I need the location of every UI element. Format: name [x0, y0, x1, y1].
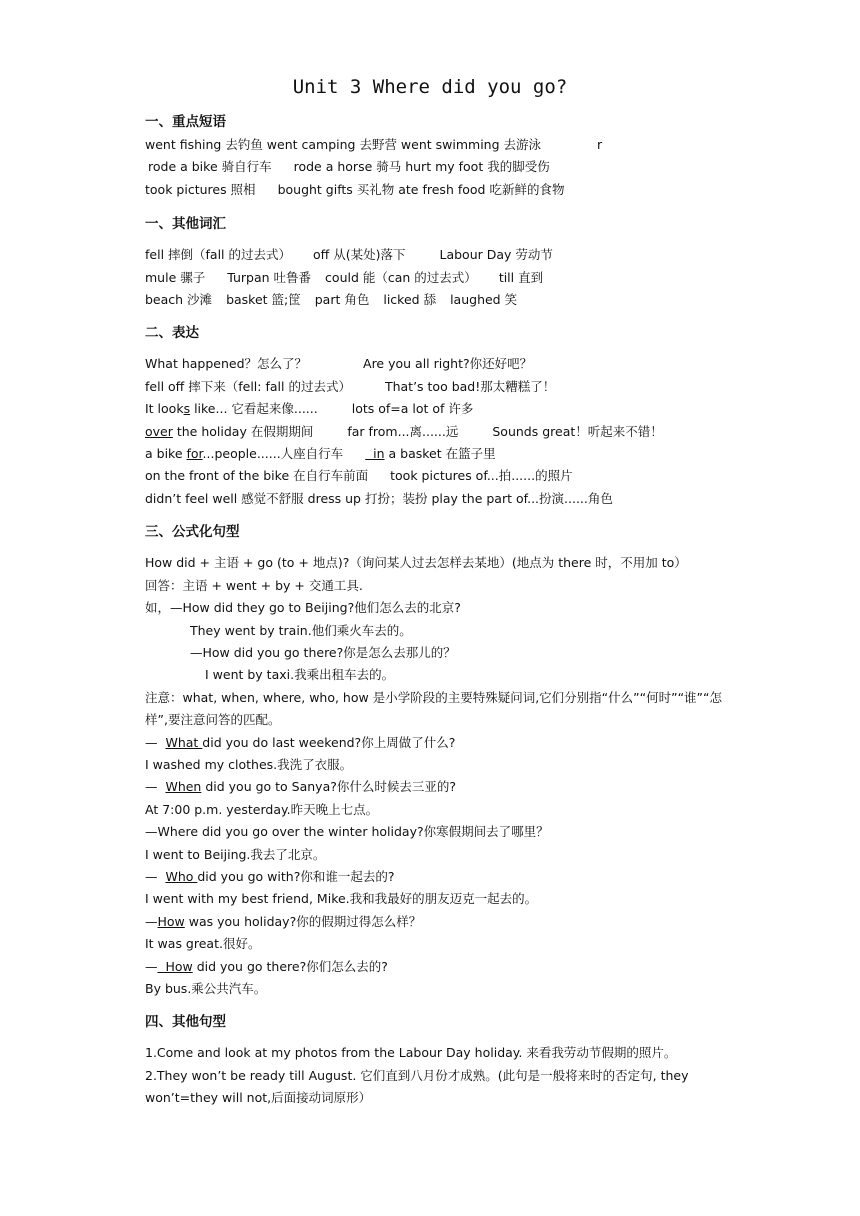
- text-span: —: [145, 779, 166, 795]
- text-span: licked 舔: [383, 292, 437, 308]
- text-line: [145, 443, 725, 465]
- underlined-text: for: [186, 446, 203, 462]
- text-line: [145, 398, 725, 420]
- text-span: Sounds great！听起来不错！: [492, 423, 663, 439]
- text-paragraph: 1.Come and look at my photos from the Labour Day holiday. 来看我劳动节假期的照片。: [145, 1045, 677, 1061]
- answer-line: At 7:00 p.m. yesterday.昨天晚上七点。: [145, 801, 379, 817]
- text-span: —: [145, 913, 158, 929]
- text-span: That’s too bad!那太糟糕了！: [384, 378, 556, 394]
- text-span: till 直到: [498, 269, 544, 285]
- answer-line: I went to Beijing.我去了北京。: [145, 846, 326, 862]
- answer-line: I washed my clothes.我洗了衣服。: [145, 756, 353, 772]
- text-span: off 从(某处)落下: [313, 247, 406, 263]
- text-span: Are you all right?你还好吧？: [363, 356, 533, 372]
- text-line: [145, 267, 725, 289]
- underlined-text: When: [165, 779, 202, 795]
- text-span: r: [597, 137, 603, 152]
- section-heading-key-phrases: 一、重点短语: [145, 114, 226, 130]
- underlined-text: How: [157, 958, 193, 974]
- text-span: took pictures 照相: [145, 181, 256, 197]
- underlined-text: over: [145, 423, 173, 439]
- question-line: —Where did you go over the winter holiday?你寒假期间去了哪里？: [145, 824, 549, 840]
- text-span: took pictures of...拍......的照片: [390, 468, 573, 484]
- text-span: —: [145, 958, 158, 974]
- text-span: did you go there?你们怎么去的?: [192, 958, 388, 974]
- text-span: part 角色: [314, 292, 370, 308]
- text-span: fell off 摔下来（fell: fall 的过去式）: [145, 378, 351, 394]
- question-line: [145, 732, 725, 754]
- text-line: [145, 244, 725, 266]
- text-span: a basket 在篮子里: [384, 446, 496, 462]
- text-span: like... 它看起来像......: [190, 401, 318, 417]
- text-line: [145, 376, 725, 398]
- text-paragraph: 2.They won’t be ready till August. 它们直到八月份才成熟。(此句是一般将来时的否定句, they won’t=they will not,后面接动词原形）: [145, 1067, 689, 1106]
- text-line: [145, 488, 725, 510]
- text-span: did you go to Sanya?你什么时候去三亚的?: [201, 779, 457, 795]
- text-line: [145, 156, 725, 178]
- text-line: [145, 289, 725, 311]
- answer-line: I went with my best friend, Mike.我和我最好的朋友迈克一起去的。: [145, 891, 538, 907]
- text-span: rode a bike 骑自行车: [148, 159, 272, 175]
- text-line: 如，—How did they go to Beijing?他们怎么去的北京?: [145, 600, 461, 616]
- text-line: [145, 353, 725, 375]
- text-span: bought gifts 买礼物 ate fresh food 吃新鲜的食物: [277, 181, 565, 197]
- text-span: fell 摔倒（fall 的过去式）: [145, 247, 291, 263]
- text-span: lots of=a lot of 许多: [351, 401, 474, 417]
- text-span: It look: [145, 401, 184, 417]
- text-span: —: [145, 734, 166, 750]
- page-title: Unit 3 Where did you go?: [292, 76, 568, 98]
- answer-line: By bus.乘公共汽车。: [145, 981, 267, 996]
- text-paragraph: 注意：what, when, where, who, how 是小学阶段的主要特殊疑问词,它们分别指“什么”“何时”“谁”“怎样”,要注意问答的匹配。: [145, 689, 723, 728]
- section-heading-other-sentences: 四、其他句型: [145, 1014, 226, 1031]
- question-line: [145, 911, 725, 933]
- section-heading-expressions: 二、表达: [145, 325, 199, 342]
- text-span: did you do last weekend?你上周做了什么?: [202, 734, 456, 750]
- text-line: —How did you go there?你是怎么去那儿的？: [190, 644, 456, 660]
- text-span: didn’t feel well 感觉不舒服 dress up 打扮；装扮 play the part of...扮演......角色: [145, 490, 613, 506]
- text-line: [145, 465, 725, 487]
- text-span: mule 骡子: [145, 269, 206, 285]
- underlined-text: s: [183, 401, 191, 417]
- text-span: Labour Day 劳动节: [439, 247, 553, 263]
- text-span: could 能（can 的过去式）: [325, 269, 477, 285]
- section-heading-other-vocab: 一、其他词汇: [145, 216, 226, 233]
- text-span: basket 篮;筐: [226, 292, 301, 308]
- text-span: went fishing 去钓鱼 went camping 去野营 went swimming 去游泳: [145, 137, 542, 152]
- underlined-text: in: [365, 446, 385, 462]
- underlined-text: What: [165, 734, 203, 750]
- text-line: They went by train.他们乘火车去的。: [190, 622, 412, 638]
- document-body: [145, 112, 725, 1110]
- text-span: laughed 笑: [450, 292, 518, 308]
- section-heading-formula-sentences: 三、公式化句型: [145, 524, 240, 541]
- text-span: ...people......人座自行车: [202, 446, 344, 462]
- text-span: was you holiday?你的假期过得怎么样？: [184, 913, 422, 929]
- text-span: Turpan 吐鲁番: [227, 269, 312, 285]
- text-span: did you go with?你和谁一起去的?: [197, 868, 395, 884]
- underlined-text: How: [157, 913, 185, 929]
- text-line: [145, 134, 725, 156]
- answer-line: It was great.很好。: [145, 936, 261, 952]
- text-span: beach 沙滩: [145, 292, 213, 308]
- question-line: [145, 776, 725, 798]
- text-span: What happened？怎么了？: [145, 356, 308, 372]
- text-line: [145, 421, 725, 443]
- text-span: —: [145, 868, 166, 884]
- text-line: I went by taxi.我乘出租车去的。: [205, 667, 395, 683]
- text-span: the holiday 在假期期间: [172, 423, 314, 439]
- text-span: far from...离......远: [347, 423, 459, 439]
- question-line: [145, 956, 725, 978]
- text-line: [145, 179, 725, 201]
- text-paragraph: How did + 主语 + go (to + 地点)?（询问某人过去怎样去某地）(地点为 there 时，不用加 to）: [145, 555, 687, 571]
- text-span: a bike: [145, 446, 187, 462]
- text-span: on the front of the bike 在自行车前面: [145, 468, 369, 484]
- text-line: 回答：主语 + went + by + 交通工具.: [145, 577, 363, 593]
- question-line: [145, 866, 725, 888]
- underlined-text: Who: [165, 868, 198, 884]
- text-span: rode a horse 骑马 hurt my foot 我的脚受伤: [293, 159, 550, 175]
